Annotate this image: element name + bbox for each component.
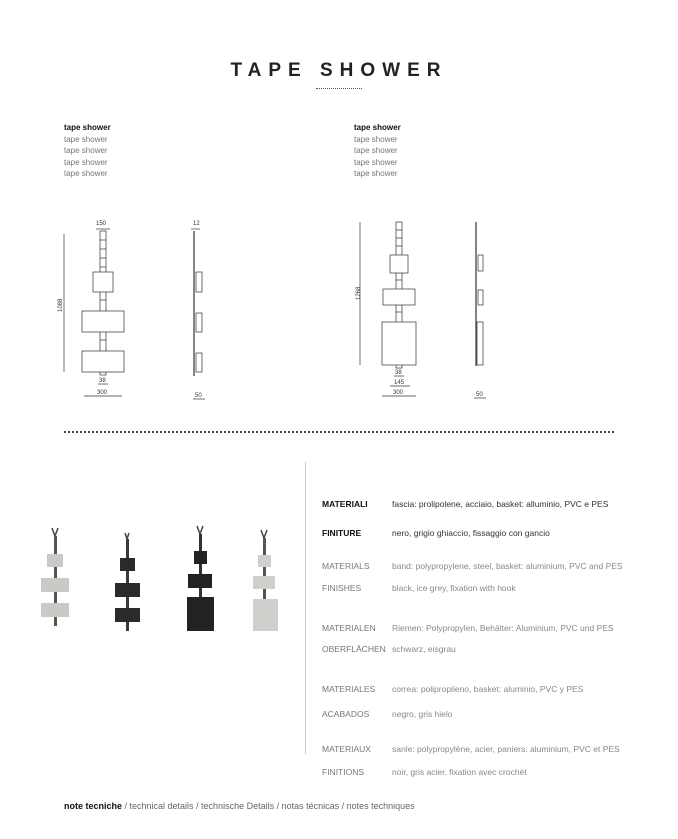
spec-label: FINISHES bbox=[322, 583, 362, 593]
photo-ice-grey-3 bbox=[41, 528, 69, 626]
column-divider bbox=[305, 462, 306, 754]
drawing-1-side bbox=[191, 229, 205, 399]
spec-value: band: polypropylene, steel, basket: aluminium, PVC and PES bbox=[392, 561, 623, 571]
dim-label: 150 bbox=[96, 221, 107, 227]
dim-label: 300 bbox=[393, 390, 404, 396]
photo-ice-grey-large bbox=[253, 530, 278, 631]
spec-label: MATERIAUX bbox=[322, 744, 371, 754]
dim-label: 50 bbox=[195, 393, 202, 399]
photo-black-large bbox=[187, 526, 214, 631]
spec-label: MATERIALI bbox=[322, 499, 368, 509]
dim-label: 1268 bbox=[356, 286, 362, 300]
spec-label: MATERIALES bbox=[322, 684, 376, 694]
model-name: tape shower bbox=[64, 169, 108, 178]
footer-rest: / technical details / technische Details / notas técnicas / notes techniques bbox=[122, 801, 415, 811]
model-name: tape shower bbox=[64, 134, 108, 144]
spec-value: fascia: prolipolene, acciaio, basket: alluminio, PVC e PES bbox=[392, 499, 609, 509]
drawing-1-front bbox=[64, 229, 124, 396]
basket-medium bbox=[383, 289, 415, 305]
footer-note bbox=[64, 801, 415, 811]
dim-label: 38 bbox=[99, 378, 106, 384]
dim-label: 1088 bbox=[58, 298, 64, 312]
basket-medium bbox=[82, 311, 124, 332]
spec-label: ACABADOS bbox=[322, 709, 370, 719]
model-name: tape shower bbox=[354, 134, 398, 144]
dim-label: 300 bbox=[97, 390, 108, 396]
basket-small bbox=[390, 255, 408, 273]
dim-label: 12 bbox=[193, 221, 200, 227]
model-name: tape shower bbox=[354, 123, 401, 132]
section-divider bbox=[64, 431, 614, 433]
spec-value: negro, gris hielo bbox=[392, 709, 453, 719]
model-name: tape shower bbox=[354, 146, 398, 155]
dim-label: 145 bbox=[394, 380, 405, 386]
model-name: tape shower bbox=[64, 146, 108, 155]
model-name: tape shower bbox=[64, 123, 111, 132]
page-title: TAPE SHOWER bbox=[230, 60, 448, 81]
spec-value: nero, grigio ghiaccio, fissaggio con gancio bbox=[392, 528, 550, 538]
spec-value: schwarz, eisgrau bbox=[392, 644, 456, 654]
model-name: tape shower bbox=[64, 157, 108, 167]
spec-label: MATERIALS bbox=[322, 561, 370, 571]
spec-value: sanle: polypropylène, acier, paniers: aluminium, PVC et PES bbox=[392, 744, 620, 754]
spec-value: correa: polipropileno, basket: aluminio, PVC y PES bbox=[392, 684, 584, 694]
footer-bold: note tecniche bbox=[64, 801, 123, 811]
spec-label: OBERFLÄCHEN bbox=[322, 644, 386, 654]
dim-label: 50 bbox=[476, 392, 483, 398]
spec-label: FINITIONS bbox=[322, 767, 365, 777]
photo-black-3 bbox=[115, 533, 140, 631]
basket-medium bbox=[82, 351, 124, 372]
drawing-2-side bbox=[474, 222, 486, 398]
model-name: tape shower bbox=[354, 157, 398, 167]
basket-large bbox=[382, 322, 416, 365]
drawing-2-front bbox=[360, 222, 416, 396]
spec-label: FINITURE bbox=[322, 528, 362, 538]
model-name: tape shower bbox=[354, 169, 398, 178]
basket-small bbox=[93, 272, 113, 292]
spec-value: black, ice grey, fixation with hook bbox=[392, 583, 516, 593]
spec-value: Riemen: Polypropylen, Behälter: Aluminium, PVC und PES bbox=[392, 623, 614, 633]
spec-label: MATERIALEN bbox=[322, 623, 376, 633]
spec-value: noir, gris acier. fixation avec crochèt bbox=[392, 767, 527, 777]
dim-label: 38 bbox=[395, 370, 402, 376]
